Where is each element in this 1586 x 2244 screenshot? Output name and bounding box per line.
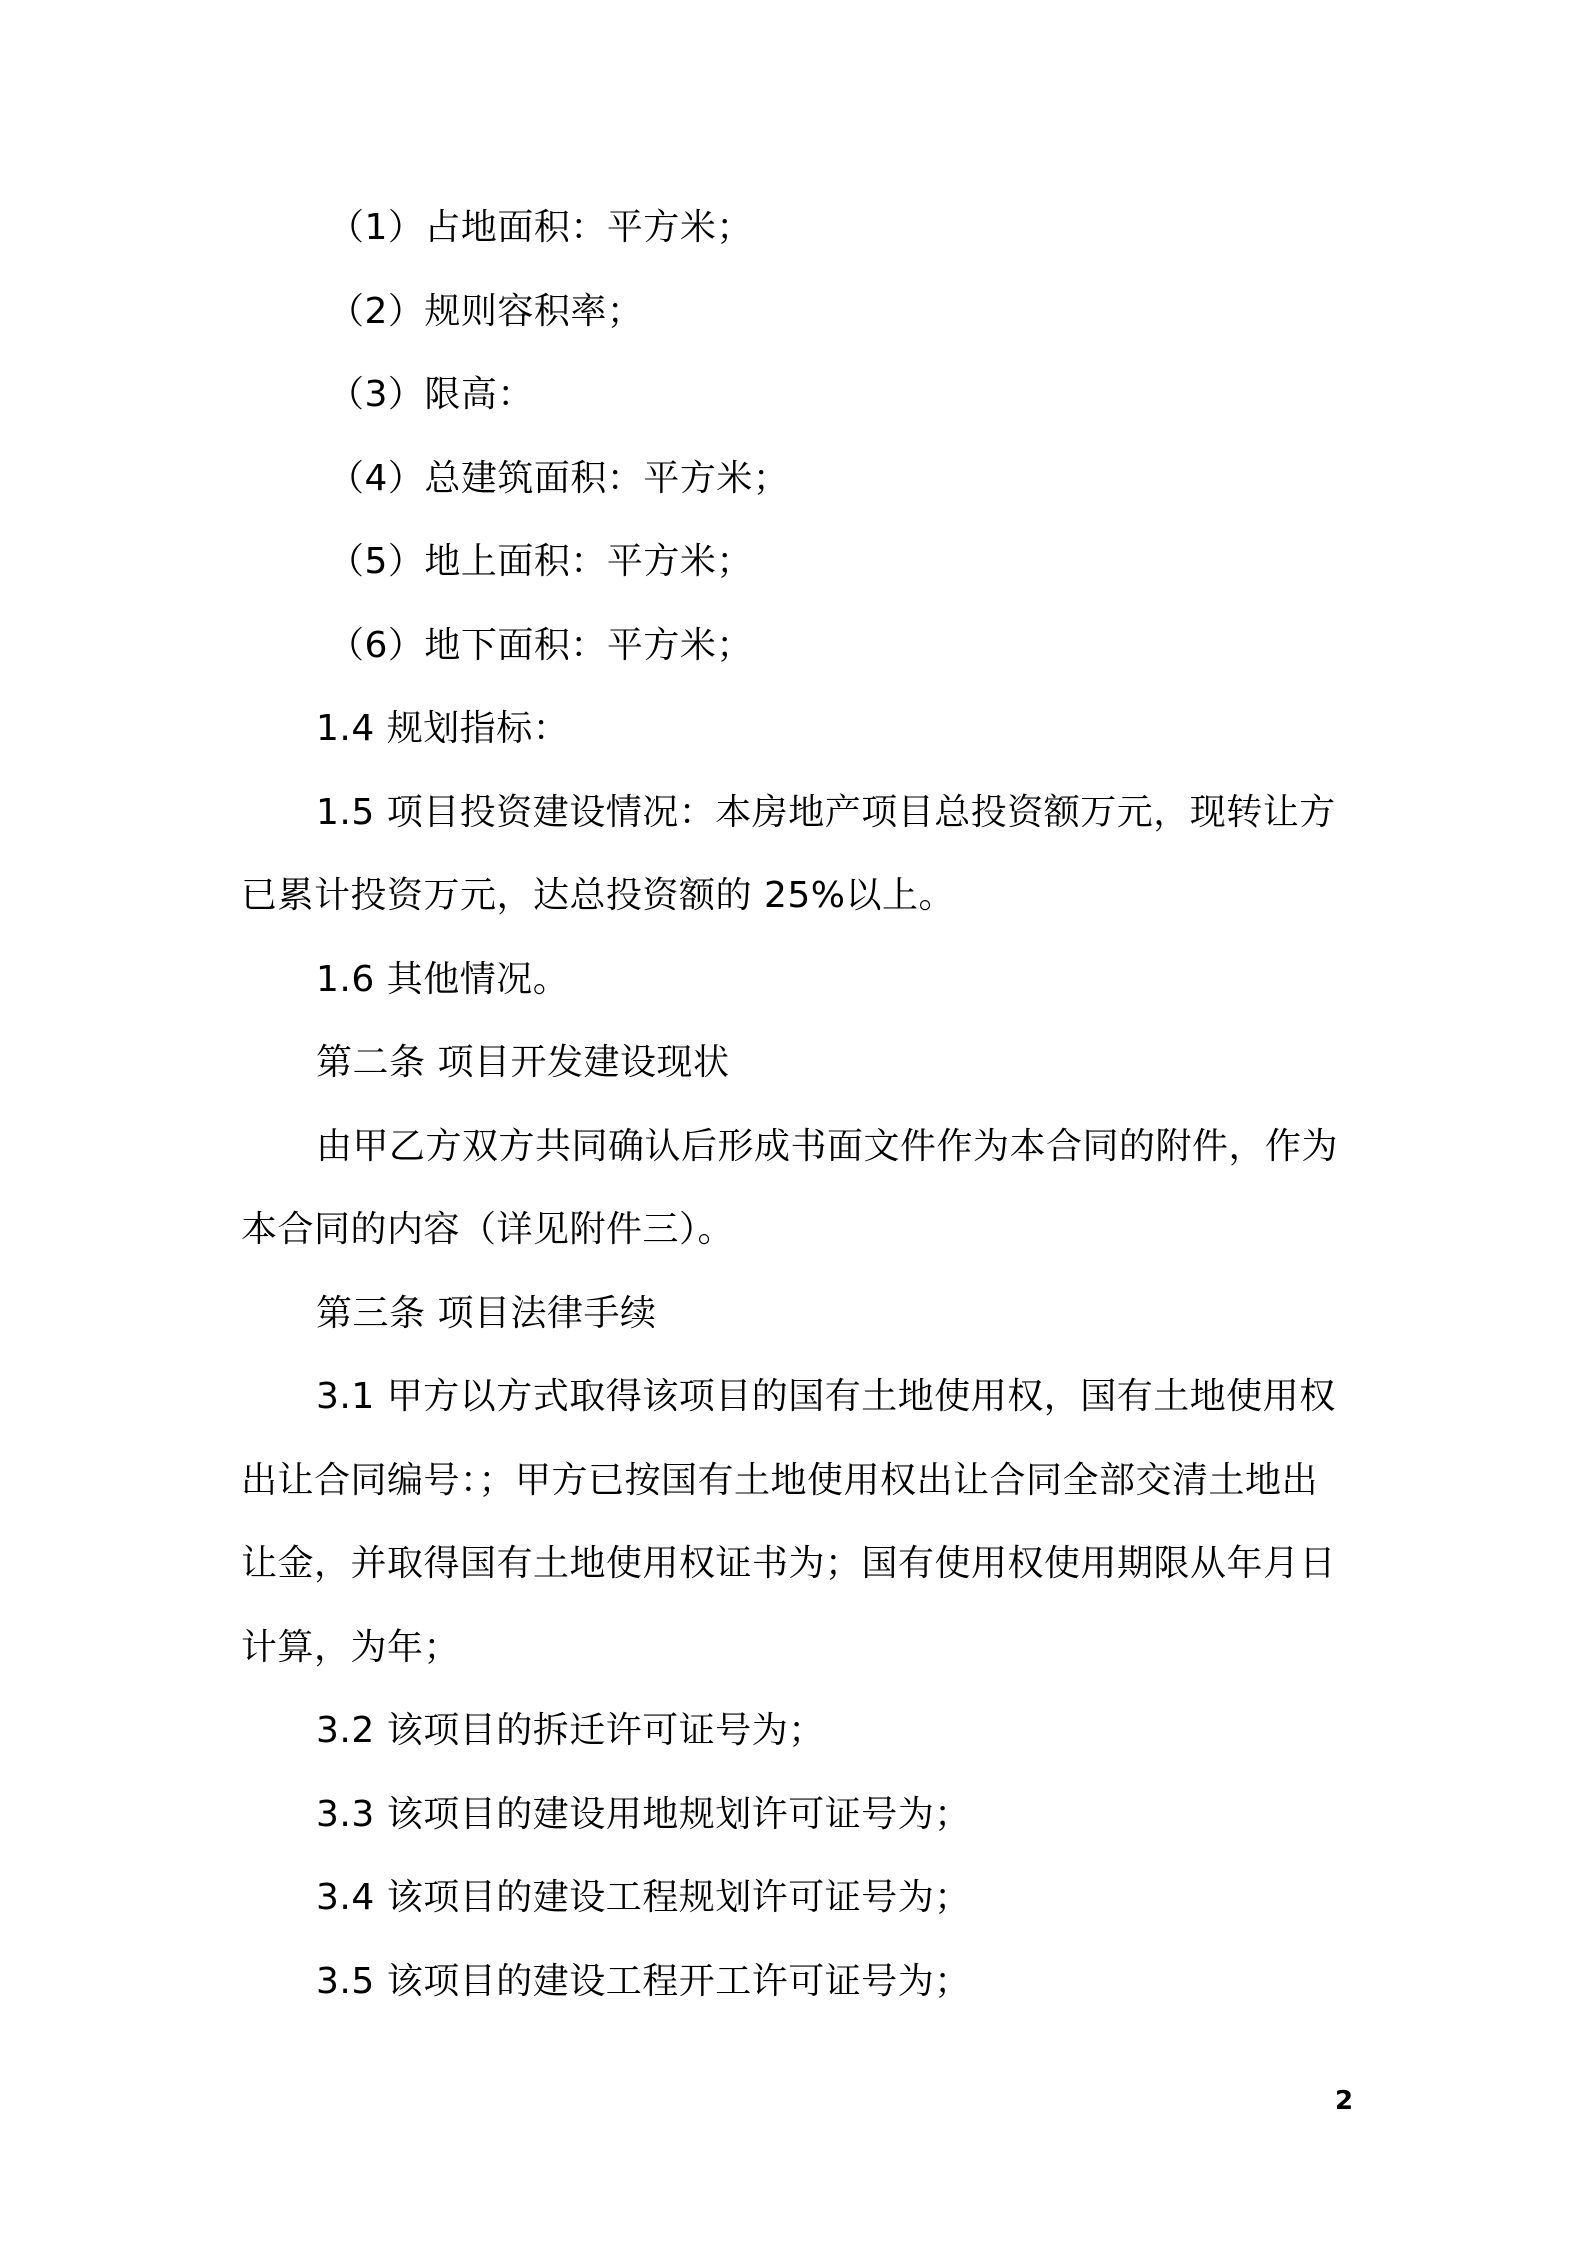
page-number: 2 xyxy=(1335,2086,1354,2116)
text-line: 3.5 该项目的建设工程开工许可证号为； xyxy=(316,1961,971,2002)
text-line: 1.6 其他情况。 xyxy=(316,959,570,1000)
text-line: 3.1 甲方以方式取得该项目的国有土地使用权，国有土地使用权 xyxy=(316,1376,1336,1417)
text-line: 1.5 项目投资建设情况：本房地产项目总投资额万元，现转让方 xyxy=(316,792,1336,833)
text-line: 3.2 该项目的拆迁许可证号为； xyxy=(316,1710,825,1751)
section-heading: 第三条 项目法律手续 xyxy=(316,1293,657,1334)
text-line: 3.4 该项目的建设工程规划许可证号为； xyxy=(316,1877,971,1918)
text-line: 让金，并取得国有土地使用权证书为；国有使用权使用期限从年月日 xyxy=(241,1543,1337,1584)
text-line: 已累计投资万元，达总投资额的 25%以上。 xyxy=(241,875,955,916)
text-line: （6）地下面积：平方米； xyxy=(328,625,753,666)
text-line: （5）地上面积：平方米； xyxy=(328,541,753,582)
text-line: 出让合同编号：；甲方已按国有土地使用权出让合同全部交清土地出 xyxy=(241,1460,1319,1501)
text-line: 由甲乙方双方共同确认后形成书面文件作为本合同的附件，作为 xyxy=(316,1126,1339,1167)
text-line: （3）限高： xyxy=(328,374,534,415)
text-line: （2）规则容积率； xyxy=(328,291,644,332)
text-line: 1.4 规划指标： xyxy=(316,708,570,749)
text-line: （4）总建筑面积：平方米； xyxy=(328,458,790,499)
text-line: 3.3 该项目的建设用地规划许可证号为； xyxy=(316,1794,971,1835)
text-line: 本合同的内容（详见附件三）。 xyxy=(241,1209,735,1250)
section-heading: 第二条 项目开发建设现状 xyxy=(316,1042,730,1083)
text-line: （1）占地面积：平方米； xyxy=(328,207,753,248)
text-line: 计算，为年； xyxy=(241,1627,461,1668)
